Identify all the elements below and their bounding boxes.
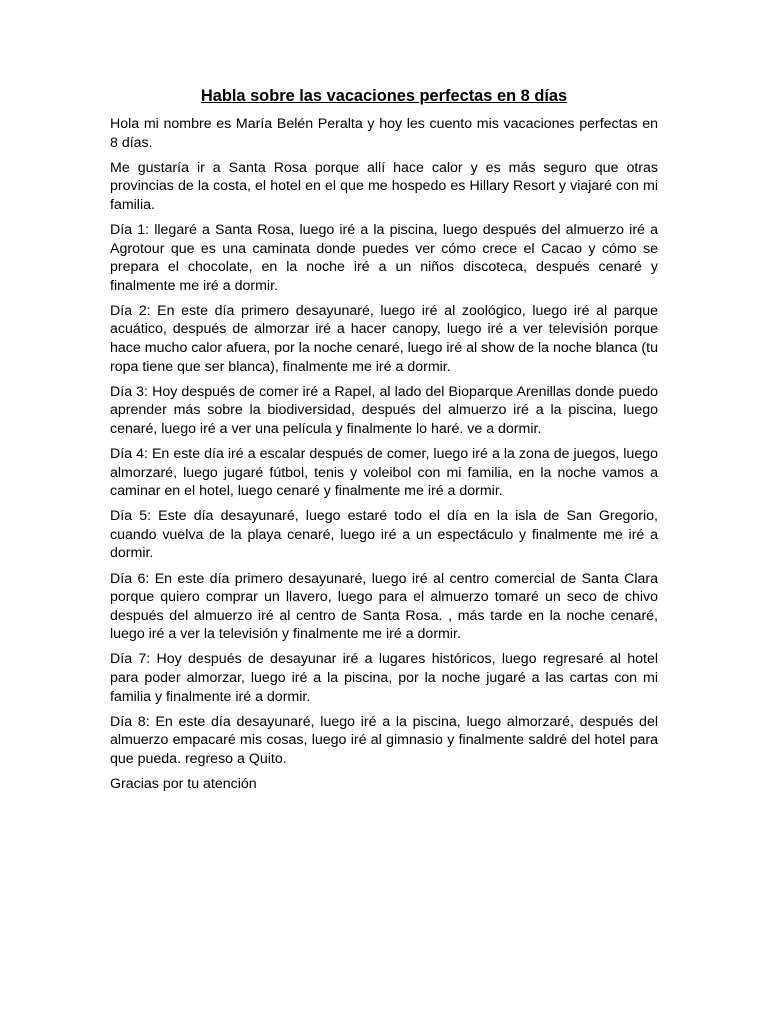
paragraph-day-3: Día 3: Hoy después de comer iré a Rapel, al lado del Bioparque Arenillas donde puedo aprender más sobre la biodiversidad, después del almuerzo iré a la piscina, luego cenaré, luego iré a ver una película y finalmente lo haré. ve a dormir. [110, 383, 658, 437]
paragraph-destination: Me gustaría ir a Santa Rosa porque allí hace calor y es más seguro que otras provincias de la costa, el hotel en el que me hospedo es Hillary Resort y viajaré con mi familia. [110, 159, 658, 213]
paragraph-day-5: Día 5: Este día desayunaré, luego estaré todo el día en la isla de San Gregorio, cuando vuelva de la playa cenaré, luego iré a un espectáculo y finalmente me iré a dormir. [110, 508, 658, 562]
paragraph-day-8: Día 8: En este día desayunaré, luego iré a la piscina, luego almorzaré, después del almuerzo empacaré mis cosas, luego iré al gimnasio y finalmente saldré del hotel para que pueda. regreso a Quito. [110, 713, 658, 767]
paragraph-day-7: Día 7: Hoy después de desayunar iré a lugares históricos, luego regresaré al hotel para poder almorzar, luego iré a la piscina, por la noche jugaré a las cartas con mi familia y finalmente iré a dormir. [110, 651, 658, 705]
document-page [110, 86, 658, 800]
paragraph-intro: Hola mi nombre es María Belén Peralta y hoy les cuento mis vacaciones perfectas en 8 días. [110, 116, 658, 151]
paragraph-day-1: Día 1: llegaré a Santa Rosa, luego iré a la piscina, luego después del almuerzo iré a Agrotour que es una caminata donde puedes ver cómo crece el Cacao y cómo se prepara el chocolate, en la noche iré a un niños discoteca, después cenaré y finalmente me iré a dormir. [110, 221, 658, 294]
paragraph-day-6: Día 6: En este día primero desayunaré, luego iré al centro comercial de Santa Clara porque quiero comprar un llavero, luego para el almuerzo tomaré un seco de chivo después del almuerzo iré al centro de Santa Rosa. , más tarde en la noche cenaré, luego iré a ver la televisión y finalmente me iré a dormir. [110, 570, 658, 643]
document-title: Habla sobre las vacaciones perfectas en 8 días [200, 87, 568, 105]
paragraph-day-2: Día 2: En este día primero desayunaré, luego iré al zoológico, luego iré al parque acuático, después de almorzar iré a hacer canopy, luego iré a ver televisión porque hace mucho calor afuera, por la noche cenaré, luego iré al show de la noche blanca (tu ropa tiene que ser blanca), finalmente me iré a dormir. [110, 302, 658, 375]
paragraph-day-4: Día 4: En este día iré a escalar después de comer, luego iré a la zona de juegos, luego almorzaré, luego jugaré fútbol, tenis y voleibol con mi familia, en la noche vamos a caminar en el hotel, luego cenaré y finalmente me iré a dormir. [110, 446, 658, 500]
closing-line: Gracias por tu atención [110, 776, 257, 792]
